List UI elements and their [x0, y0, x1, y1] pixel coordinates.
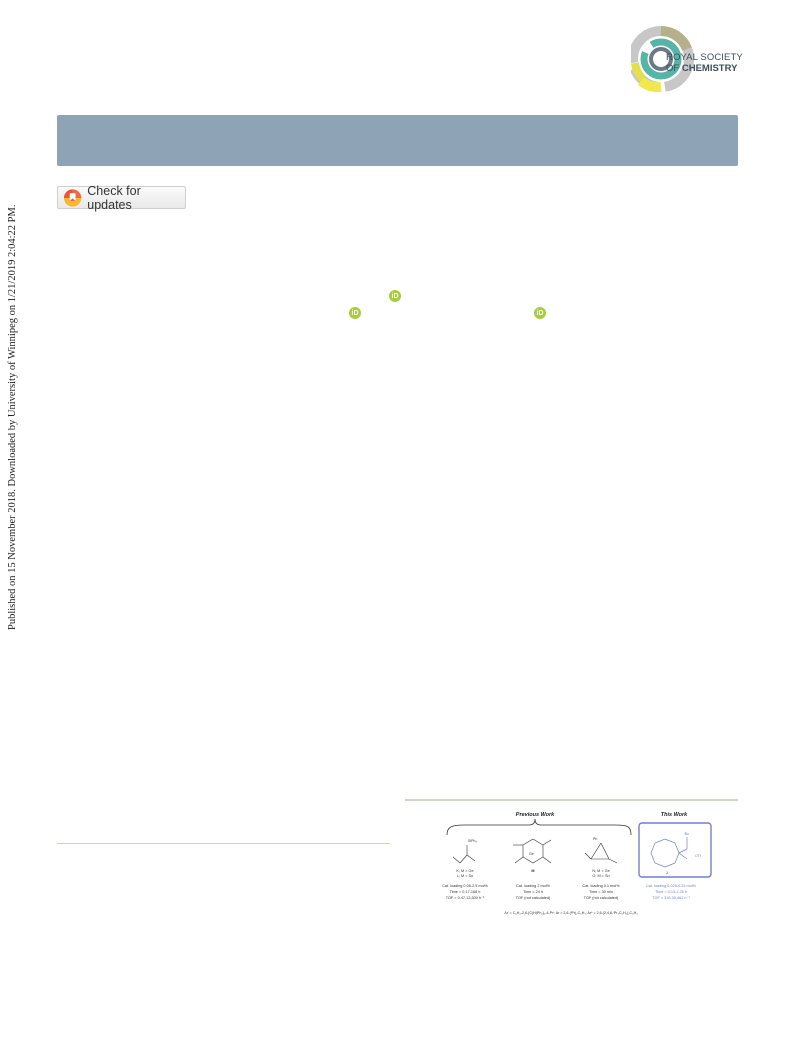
check-for-updates-label: Check for updates — [87, 183, 141, 212]
compound-n-stat: Time = 30 min — [588, 890, 614, 894]
structure-k — [453, 845, 475, 863]
compound-n-stat: Cat. loading 0.1 mol% — [582, 884, 620, 888]
compound-2-label: 2 — [665, 871, 669, 875]
compound-m-stat: TOF (not calculated) — [515, 896, 551, 900]
compound-2-stat: TOF = 316-30,461 h⁻¹ — [652, 896, 690, 900]
crossmark-icon — [63, 188, 82, 208]
compound-2-stat: Time = 0.13-1.25 h — [655, 890, 687, 894]
compound-k-stat: Time = 0.17-168 h — [449, 890, 481, 894]
previous-work-brace — [447, 819, 631, 835]
compound-n-line: N; M = Ge — [592, 869, 610, 873]
compound-2-stat: Cat. loading 0.025-0.25 mol% — [645, 884, 697, 888]
compound-n-stat: TOF (not calculated) — [583, 896, 619, 900]
compound-m-stat: Time = 24 h — [522, 890, 544, 894]
atom-label-siph3: SiPh₃ — [468, 839, 477, 843]
compound-m-label: M — [531, 869, 535, 873]
logo-line-1: ROYAL SOCIETY — [666, 52, 743, 63]
compound-m-stat: Cat. loading 2 mol% — [516, 884, 550, 888]
publication-sidenote: Published on 15 November 2018. Downloaded by University of Winnipeg on 1/21/2019 2:04:22 PM. — [7, 204, 18, 630]
orcid-icon[interactable]: iD — [349, 307, 361, 319]
atom-label-otf: OTf — [695, 854, 701, 858]
orcid-icon[interactable]: iD — [389, 290, 401, 302]
this-work-label: This Work — [660, 812, 688, 818]
article-type-banner — [57, 115, 738, 166]
structure-m — [513, 839, 551, 863]
atom-label-tbu: ᵗBu — [684, 832, 690, 836]
this-work-box — [639, 823, 711, 877]
compound-k-line: K; M = Ge — [456, 869, 474, 873]
structure-2 — [651, 837, 687, 867]
compound-n-line: O; M = Sn — [592, 874, 610, 878]
structure-n — [585, 843, 617, 863]
figure-footnote: Ar' = C₆H₂-2,6-{C(H)Ph₂}₂-4-Prⁱ; Ar = 2,6-(ⁱPr)₂C₆H₃; Ar* = 2,6-(2,4,6-ⁱPr₃C₆H₂)₂C₆H₃ — [504, 911, 638, 915]
figure-top-rule — [405, 799, 738, 801]
compound-k-stat: TOF = 0.47-13,300 h⁻¹ — [445, 896, 485, 900]
compound-k-line: L; M = Sn — [456, 874, 474, 878]
graphical-abstract — [405, 805, 738, 925]
rsc-logo-text — [666, 52, 743, 74]
previous-work-label: Previous Work — [515, 812, 555, 818]
check-for-updates-button[interactable] — [57, 183, 186, 212]
orcid-icon[interactable]: iD — [534, 307, 546, 319]
logo-line-2: OF CHEMISTRY — [666, 63, 738, 74]
column-rule — [57, 843, 390, 844]
atom-label-ge: Ge — [529, 852, 534, 856]
compound-k-stat: Cat. loading 0.05-2.5 mol% — [442, 884, 488, 888]
atom-label-ph: Ph — [593, 837, 598, 841]
